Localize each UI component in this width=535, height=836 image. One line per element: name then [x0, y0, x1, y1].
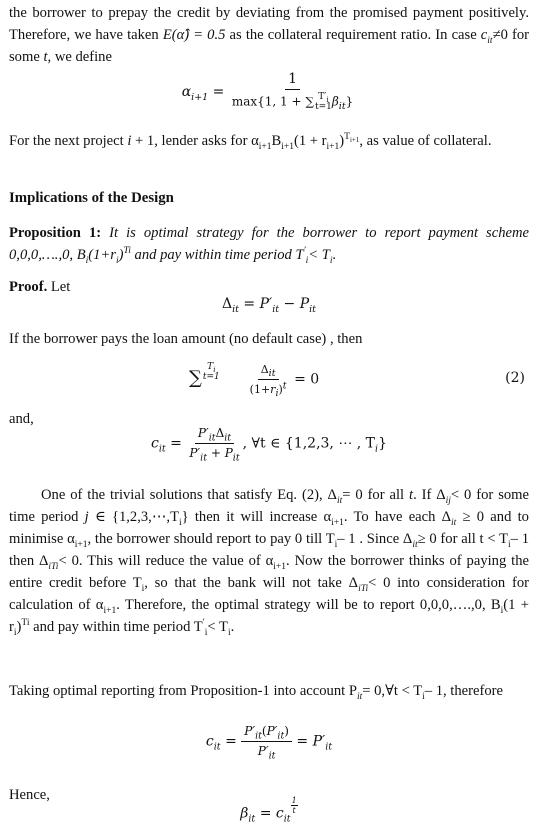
expected-alpha: E(α̂) = 0.5	[162, 27, 226, 43]
proposition-1: Proposition 1: It is optimal strategy for the borrower to report payment scheme 0,0,0,….,0, $B_i(1+r_i)^{Ti}$ and pay within time period $T'_i< T_i$.	[9, 225, 529, 266]
paragraph-trivial-solution: One of the trivial solutions that satisfy Eq. (2), $\Delta_{it}= 0$ for all t. If $\Delta_{ij}< 0$ for some time period j ∈ $\{1,2,3,\cdots,T_i\}$ then it will increase $\alpha_{i+1}$. To have each $\Delta_{it} \ge 0$ and to minimise $\alpha_{i+1}$, the borrower should report to pay 0 till $T_i-$ 1 . Since $\Delta_{it}\ge 0$ for all $t < T_i-$ 1 then $\Delta_{iTi}< 0$. This will reduce the value of $\alpha_{i+1}$. Now the borrower thinks of paying the entire credit before $T_i$, so that the bank will not take $\Delta_{iTi}< 0$ into consideration for calculation of $\alpha_{i+1}$. Therefore, the optimal strategy will be to report 0,0,0,….,0, $B_i(1 + r_i)^{Ti}$ and pay within time period $T'_i< T_i$.	[9, 487, 530, 638]
equation-number: (2)	[505, 370, 525, 386]
paragraph-collateral-ratio: the borrower to prepay the credit by deviating from the promised payment positively. Therefore, we have taken E(α̂) = 0.5 as the collateral requirement ratio. In case $c_{it}\ne 0$ for some t, we define	[9, 5, 530, 65]
equation-delta: $\Delta_{it} = P'_{it} - P_{it}$	[221, 296, 316, 315]
equation-beta: $\beta_{it} = c_{it}$ $^{\frac{1}{t}}$	[240, 796, 297, 825]
and-text: and,	[9, 411, 34, 427]
equation-2: ∑ $T_i$ t=1 $\frac{\Delta_{it}}{(1+r_i)^t}$ = 0 (2)	[189, 362, 525, 400]
paragraph-no-default: If the borrower pays the loan amount (no default case) , then	[9, 331, 363, 347]
equation-cit-simplified: $c_{it}$ = $\frac{P'_{it}(P'_{it})}{P'_{it}}$ = $P'_{it}$	[205, 724, 333, 762]
proof-start: Proof. Let	[9, 279, 71, 295]
alpha-fraction: 1 max{1, 1 + ∑ $T'_i$ t=1 $\beta_{it}$}	[231, 71, 354, 112]
section-heading: Implications of the Design	[9, 190, 174, 206]
paragraph-optimal-reporting: Taking optimal reporting from Proposition-1 into account $P_{it}=$ 0,∀t < $T_i-$ 1, therefore	[9, 683, 503, 702]
paragraph-next-project: For the next project i + 1, lender asks for $\alpha_{i+1}B_{i+1}(1 + r_{i+1})^{T_{i+1}}$, as value of collateral.	[9, 132, 492, 152]
hence-text: Hence,	[9, 787, 50, 803]
equation-alpha: $\alpha_{i+1}$ = 1 max{1, 1 + ∑ $T'_i$ t=1 $\beta_{it}$}	[9, 72, 529, 112]
equation-cit: $c_{it}$ = $\frac{P'_{it}\Delta_{it}}{P'_{it} + P_{it}}$ , ∀t ∈ {1,2,3, ⋯ , $T_i$}	[151, 426, 387, 464]
